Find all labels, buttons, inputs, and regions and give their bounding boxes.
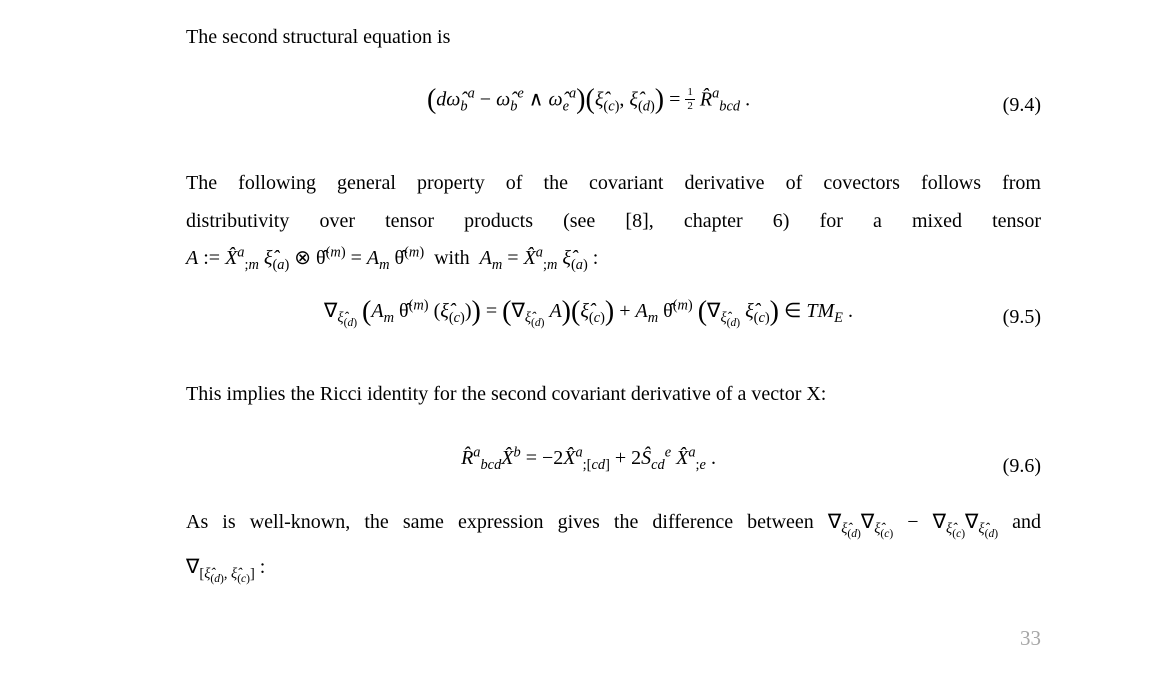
equation-9-6: R̂$^a_{bcd}$X̂$^b$ = −2X̂$^a_{;[cd]}$ + $2Ŝ_{cd}^e$ X̂$^a_{;e}$ . (461, 444, 716, 473)
equation-number-9-5: (9.5) (1002, 306, 1041, 328)
paragraph-covariant-property (186, 165, 1041, 278)
paragraph-intro: The second structural equation is (186, 26, 451, 48)
page-number: 33 (1020, 626, 1041, 650)
paragraph-line-3-math: A := X̂$^a_{;m}$ $\xî_{(a)}$ ⊗ θ̂$^{(m)}$ = $A_m$ θ̂$^{(m)}$ with $A_m$ = X̂$^a_{;m}$ $\xî_{(a)}$ : (186, 244, 599, 273)
equation-number-9-4: (9.4) (1002, 94, 1041, 116)
equation-row-9-5 (186, 295, 1041, 329)
paragraph-line-2: distributivity over tensor products (see [8], chapter 6) for a mixed tensor (186, 209, 1041, 232)
paragraph-line-1: The following general property of the covariant derivative of covectors follows from (186, 172, 1041, 194)
equation-number-9-6: (9.6) (1002, 455, 1041, 477)
equation-9-4: ($d\omegâ_b^a$ − $\omegâ_b^e$ ∧ $\omegâ_e^a)(\xî_{(c)}$, $\xî_{(d)}$) = $\frac{1}{2}$ R̂$^a_{bcd}$ . (426, 84, 751, 116)
equation-row-9-6 (186, 444, 1041, 477)
paragraph-ricci-identity: This implies the Ricci identity for the second covariant derivative of a vector X: (186, 383, 827, 405)
equation-row-9-4 (186, 84, 1041, 116)
paragraph-commutator: $\nabla_{[\xî_{(d)}, \xî_{(c)}]}$ : (186, 556, 266, 585)
paragraph-wellknown: As is well-known, the same expression gives the difference between $\nabla_{\xî_{(d)}}\nabla_{\xî_{(c)}} - \nabla_{\xî_{(c)}}\nabla_{\xî_{(d)}}$ and (186, 511, 1041, 540)
equation-9-5: $\nabla_{\xî_{(d)}}$ ($A_m$ θ̂$^{(m)}$ $(\xî_{(c)})) = (\nabla_{\xî_{(d)}}$ $A)(\xî_{(c)}) + A_m$ θ̂$^{(m)}$ ($\nabla_{\xî_{(d)}}$ $\xî_{(c)}$) ∈ $TM_E$ . (324, 295, 853, 329)
